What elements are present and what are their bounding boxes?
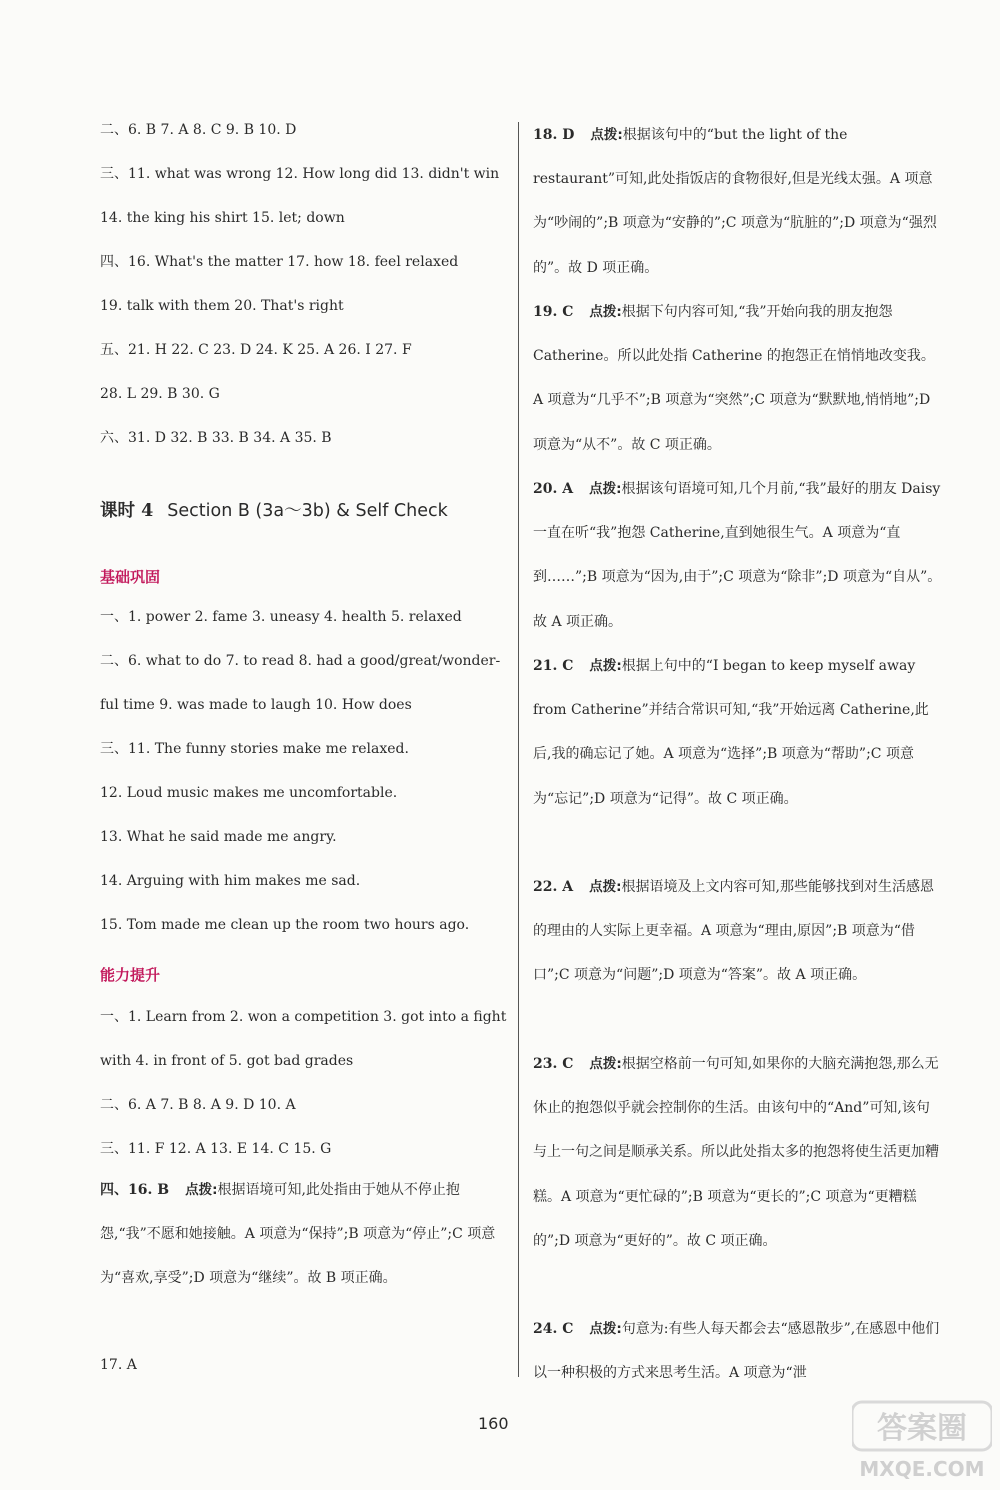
hint-text: 根据上句中的“I began to keep myself away from Catherine”并结合常识可知,“我”开始远离 Catherine,此后,我的确忘记了她。A 项意为“选择”;B 项意为“帮助”;C 项意为“忘记”;D 项意为“记得”。故 C 项正确。 <box>533 658 929 807</box>
answer-line: 19. talk with them 20. That's right <box>100 298 344 314</box>
answer-explanation <box>533 467 943 644</box>
hint-label: 点拨: <box>185 1182 218 1198</box>
answer-label: 四、16. B <box>100 1182 170 1198</box>
answer-explanation <box>533 290 943 467</box>
answer-line: ful time 9. was made to laugh 10. How does <box>100 697 412 713</box>
watermark-logo <box>852 1398 992 1484</box>
answer-explanation <box>533 113 943 290</box>
answer-line: 三、11. F 12. A 13. E 14. C 15. G <box>100 1141 332 1157</box>
hint-text: 根据该句中的“but the light of the restaurant”可知,此处指饭店的食物很好,但是光线太强。A 项意为“吵闹的”;B 项意为“安静的”;C 项意为“肮脏的”;D 项意为“强烈的”。故 D 项正确。 <box>533 127 937 276</box>
svg-text:答案圈: 答案圈 <box>877 1411 967 1446</box>
answer-label: 21. C <box>533 658 574 674</box>
lesson-heading <box>100 497 448 522</box>
answer-line: 一、1. Learn from 2. won a competition 3. got into a fight <box>100 1009 507 1025</box>
hint-text: 根据下句内容可知,“我”开始向我的朋友抱怨 Catherine。所以此处指 Catherine 的抱怨正在悄悄地改变我。A 项意为“几乎不”;B 项意为“突然”;C 项意为“默默地,悄悄地”;D 项意为“从不”。故 C 项正确。 <box>533 304 935 453</box>
answer-label: 18. D <box>533 127 575 143</box>
answer-line: 14. the king his shirt 15. let; down <box>100 210 345 226</box>
hint-label: 点拨: <box>590 127 623 143</box>
answer-line: 六、31. D 32. B 33. B 34. A 35. B <box>100 430 332 446</box>
lesson-number: 课时 4 <box>100 501 154 521</box>
answer-line: 14. Arguing with him makes me sad. <box>100 873 361 889</box>
hint-label: 点拨: <box>589 304 622 320</box>
answer-explanation <box>533 644 943 821</box>
answer-explanation <box>533 865 943 998</box>
answer-explanation <box>533 1307 943 1395</box>
answer-explanation <box>100 1168 505 1301</box>
hint-text: 根据该句语境可知,几个月前,“我”最好的朋友 Daisy 一直在听“我”抱怨 Catherine,直到她很生气。A 项意为“直到……”;B 项意为“因为,由于”;C 项意为“除非”;D 项意为“自从”。故 A 项正确。 <box>533 481 942 630</box>
hint-text: 句意为:有些人每天都会去“感恩散步”,在感恩中他们以一种积极的方式来思考生活。A 项意为“泄 <box>533 1321 940 1382</box>
answer-line: 三、11. what was wrong 12. How long did 13. didn't win <box>100 166 500 182</box>
answer-label: 22. A <box>533 879 574 895</box>
answer-line: 四、16. What's the matter 17. how 18. feel relaxed <box>100 254 459 270</box>
answer-line: 12. Loud music makes me uncomfortable. <box>100 785 398 801</box>
answer-label: 23. C <box>533 1056 574 1072</box>
answer-line: 五、21. H 22. C 23. D 24. K 25. A 26. I 27. F <box>100 342 412 358</box>
answer-line: 二、6. B 7. A 8. C 9. B 10. D <box>100 122 297 138</box>
hint-text: 根据语境及上文内容可知,那些能够找到对生活感恩的理由的人实际上更幸福。A 项意为“理由,原因”;B 项意为“借口”;C 项意为“问题”;D 项意为“答案”。故 A 项正确。 <box>533 879 934 984</box>
section-heading-advanced: 能力提升 <box>100 966 161 984</box>
answer-line: 17. A <box>100 1357 137 1373</box>
answer-label: 20. A <box>533 481 574 497</box>
hint-label: 点拨: <box>589 1321 622 1337</box>
answer-label: 24. C <box>533 1321 574 1337</box>
answer-explanation <box>533 1042 943 1263</box>
hint-text: 根据语境可知,此处指由于她从不停止抱怨,“我”不愿和她接触。A 项意为“保持”;B 项意为“停止”;C 项意为“喜欢,享受”;D 项意为“继续”。故 B 项正确。 <box>100 1182 496 1287</box>
answer-line: 二、6. A 7. B 8. A 9. D 10. A <box>100 1097 296 1113</box>
answer-line: 二、6. what to do 7. to read 8. had a good/great/wonder- <box>100 653 501 669</box>
answer-label: 19. C <box>533 304 574 320</box>
answer-line: 28. L 29. B 30. G <box>100 386 220 402</box>
page-number: 160 <box>478 1414 509 1433</box>
hint-label: 点拨: <box>589 658 622 674</box>
answer-line: with 4. in front of 5. got bad grades <box>100 1053 354 1069</box>
section-heading-basic: 基础巩固 <box>100 568 161 586</box>
hint-label: 点拨: <box>589 879 622 895</box>
hint-text: 根据空格前一句可知,如果你的大脑充满抱怨,那么无休止的抱怨似乎就会控制你的生活。由该句中的“And”可知,该句与上一句之间是顺承关系。所以此处指太多的抱怨将使生活更加糟糕。A 项意为“更忙碌的”;B 项意为“更长的”;C 项意为“更糟糕的”;D 项意为“更好的”。故 C 项正确。 <box>533 1056 939 1249</box>
column-divider <box>518 122 519 1377</box>
hint-label: 点拨: <box>589 481 622 497</box>
hint-label: 点拨: <box>589 1056 622 1072</box>
lesson-title: Section B (3a～3b) & Self Check <box>167 501 448 521</box>
answer-line: 一、1. power 2. fame 3. uneasy 4. health 5. relaxed <box>100 609 462 625</box>
answer-line: 15. Tom made me clean up the room two hours ago. <box>100 917 470 933</box>
answer-line: 三、11. The funny stories make me relaxed. <box>100 741 409 757</box>
answer-line: 13. What he said made me angry. <box>100 829 337 845</box>
svg-text:MXQE.COM: MXQE.COM <box>859 1457 985 1481</box>
